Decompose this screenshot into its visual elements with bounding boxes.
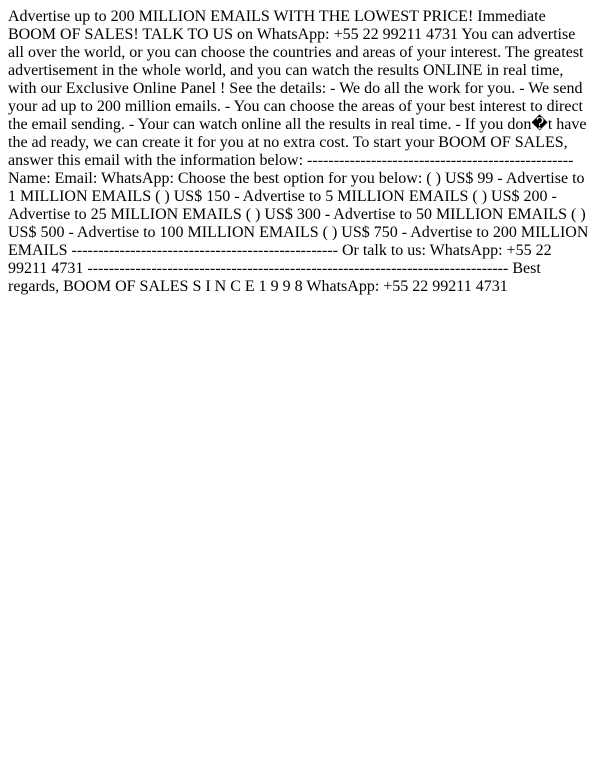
email-body-text: Advertise up to 200 MILLION EMAILS WITH THE LOWEST PRICE! Immediate BOOM OF SALES! TALK TO US on WhatsApp: +55 22 99211 4731 You can advertise all over the world, or you can choose the countries and areas of your interest. The greatest advertisement in the whole world, and you can watch the results ONLINE in real time, with our Exclusive Online Panel ! See the details: - We do all the work for you. - We send your ad up to 200 million emails. - You can choose the areas of your best interest to direct the email sending. - Your can watch online all the results in real time. - If you don�t have the ad ready, we can create it for you at no extra cost. To start your BOOM OF SALES, answer this email with the information below: -------------------------------------------------- Name: Email: WhatsApp: Choose the best option for you below: ( ) US$ 99 - Advertise to 1 MILLION EMAILS ( ) US$ 150 - Advertise to 5 MILLION EMAILS ( ) US$ 200 - Advertise to 25 MILLION EMAILS ( ) US$ 300 - Advertise to 50 MILLION EMAILS ( ) US$ 500 - Advertise to 100 MILLION EMAILS ( ) US$ 750 - Advertise to 200 MILLION EMAILS -------------------------------------------------- Or talk to us: WhatsApp: +55 22 99211 4731 ------------------------------------------------------------------------------- Best regards, BOOM OF SALES S I N C E 1 9 9 8 WhatsApp: +55 22 99211 4731 bbox=[8, 8, 589, 295]
